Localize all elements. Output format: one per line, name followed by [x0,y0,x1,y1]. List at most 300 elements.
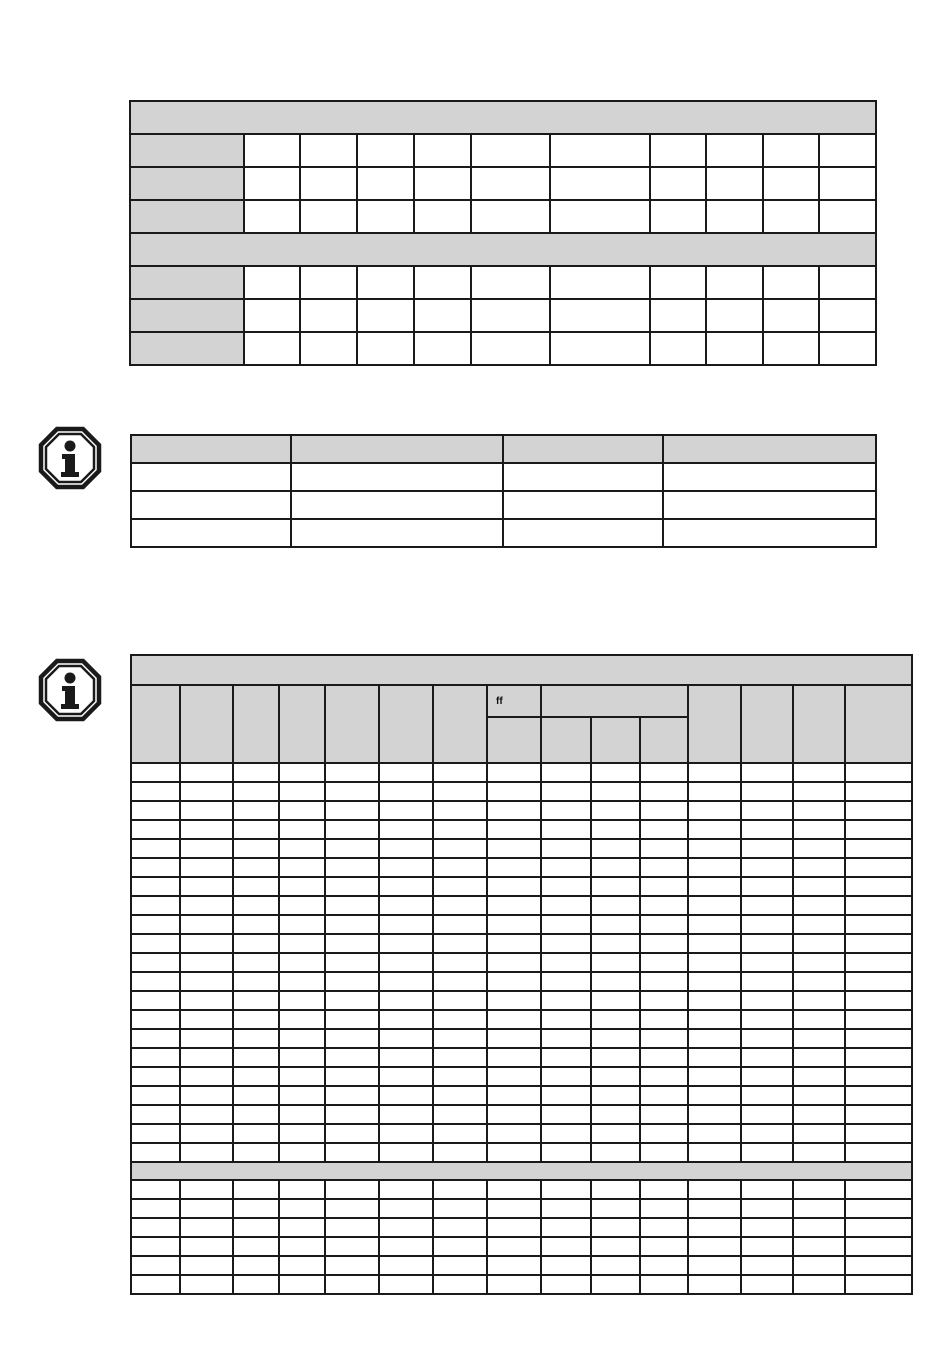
table-cell [741,896,793,915]
table-cell [541,915,591,934]
table-cell [845,1105,912,1124]
table-cell [541,1218,591,1237]
table-cell [640,1199,688,1218]
table-cell [131,1162,912,1180]
table-cell [471,200,550,233]
table-cell [233,1105,279,1124]
table-cell [741,1124,793,1143]
table-cell [325,782,379,801]
table-cell [325,1029,379,1048]
table-cell [541,839,591,858]
table-cell [541,1105,591,1124]
table-cell [433,877,487,896]
table-row [131,839,912,858]
table-cell [357,200,414,233]
table-cell [591,1105,640,1124]
table-cell [180,934,233,953]
table-cell [741,782,793,801]
table-cell [487,991,541,1010]
table-cell [793,1048,845,1067]
table-cell [845,896,912,915]
table-cell [180,1048,233,1067]
table-cell [541,801,591,820]
table-cell [130,167,244,200]
table-cell [325,1086,379,1105]
table-cell [845,1256,912,1275]
table-cell [741,1275,793,1294]
table-cell [131,1143,180,1162]
table-cell [845,1029,912,1048]
table-cell [180,953,233,972]
table-cell [279,972,325,991]
table-cell [300,134,357,167]
table-cell [131,1237,180,1256]
table-header-row [131,685,912,717]
table-cell [706,200,763,233]
table-cell [233,685,279,763]
table-cell [741,820,793,839]
table-cell [541,1180,591,1199]
table-cell [640,1029,688,1048]
table-cell [233,801,279,820]
table-cell [591,1067,640,1086]
table-cell [357,134,414,167]
table-cell [650,332,706,365]
table-cell [379,896,433,915]
table-cell [300,299,357,332]
table-cell [325,1105,379,1124]
table-cell [279,782,325,801]
table-cell [487,820,541,839]
table-cell [233,839,279,858]
table-row [131,1124,912,1143]
table-cell [433,1086,487,1105]
table-cell [640,1256,688,1275]
table-cell [741,991,793,1010]
table-cell [550,134,650,167]
table-cell [503,435,663,463]
table-cell [845,1124,912,1143]
table-cell [180,801,233,820]
table-cell [379,1086,433,1105]
table-cell [640,1143,688,1162]
table-cell [233,1143,279,1162]
table-cell [845,972,912,991]
table-cell [291,435,503,463]
table-cell [180,820,233,839]
table-cell [763,299,819,332]
table-cell [433,763,487,782]
table-cell [640,972,688,991]
table-cell [845,915,912,934]
table-cell [688,1180,741,1199]
table-cell [741,1010,793,1029]
table-cell [325,896,379,915]
table-cell [741,1067,793,1086]
table-row [130,299,876,332]
table-row [131,1143,912,1162]
table-cell [433,953,487,972]
table-cell [233,1218,279,1237]
table-cell [487,763,541,782]
table-cell [131,1275,180,1294]
table-cell [180,1086,233,1105]
table-cell [706,299,763,332]
table-cell [131,934,180,953]
table-cell [793,1218,845,1237]
table-cell [487,858,541,877]
table-cell [640,1010,688,1029]
table-cell [487,782,541,801]
table-cell [180,1143,233,1162]
table-cell [688,896,741,915]
table-row [131,1256,912,1275]
table-cell [793,896,845,915]
table-cell [550,266,650,299]
table-cell [233,858,279,877]
table-cell [131,915,180,934]
table-row [131,896,912,915]
table-cell [180,685,233,763]
table-cell [233,934,279,953]
table-cell [379,1105,433,1124]
table-row [131,953,912,972]
table-cell [357,266,414,299]
table-cell [741,1237,793,1256]
table-cell [131,491,291,519]
table-cell [741,972,793,991]
table-cell [591,1010,640,1029]
table-cell [650,299,706,332]
table-cell [233,1029,279,1048]
table-cell [131,877,180,896]
table-cell [131,1124,180,1143]
table-cell [591,839,640,858]
table-cell [279,1275,325,1294]
table-row [131,858,912,877]
table-cell [180,1218,233,1237]
table-cell [845,1143,912,1162]
table-cell [591,1124,640,1143]
table-cell [688,1029,741,1048]
table-cell [487,1143,541,1162]
table-cell [793,820,845,839]
table-cell [233,991,279,1010]
table-cell [325,1275,379,1294]
table-cell [591,782,640,801]
table-cell [180,896,233,915]
table-cell [180,1180,233,1199]
table-cell [244,167,300,200]
table-cell [180,839,233,858]
table-cell [244,200,300,233]
table-row [131,491,876,519]
table-cell [131,1199,180,1218]
table-cell [487,1256,541,1275]
table-cell [793,763,845,782]
table-cell [379,685,433,763]
table-cell [741,1199,793,1218]
table-cell [433,685,487,763]
table-cell [279,896,325,915]
table-cell [688,991,741,1010]
table-cell [325,934,379,953]
table-row [131,1218,912,1237]
table-cell [845,1218,912,1237]
table-cell [640,858,688,877]
table-cell [279,1010,325,1029]
table-cell [706,134,763,167]
table-cell [793,953,845,972]
table-cell [640,1237,688,1256]
table-cell [379,915,433,934]
table-cell [131,839,180,858]
table-cell [131,991,180,1010]
table-cell [279,1124,325,1143]
table-cell [845,1180,912,1199]
table-cell [650,167,706,200]
table-cell [471,299,550,332]
table-cell [379,934,433,953]
table-cell [233,896,279,915]
table-cell [325,763,379,782]
table-cell [640,820,688,839]
spec-table-1 [129,100,877,366]
table-cell [279,1218,325,1237]
table-cell [640,1067,688,1086]
table-section-header [131,1162,912,1180]
table-cell [279,991,325,1010]
table-cell [433,820,487,839]
table-cell [541,1256,591,1275]
table-cell [591,877,640,896]
table-cell [487,934,541,953]
table-cell [541,896,591,915]
table-cell [640,991,688,1010]
table-cell [688,1067,741,1086]
table-cell [487,896,541,915]
table-cell [487,877,541,896]
table-cell [640,915,688,934]
table-cell [688,1105,741,1124]
table-cell [741,801,793,820]
table-cell [180,1124,233,1143]
table-cell [433,1218,487,1237]
table-cell [487,1237,541,1256]
table-cell [541,782,591,801]
table-cell [471,332,550,365]
table-cell [325,820,379,839]
table-cell [845,782,912,801]
table-cell [487,1199,541,1218]
table-row [131,463,876,491]
table-cell [325,972,379,991]
table-cell [688,782,741,801]
table-cell [541,991,591,1010]
table-cell [433,858,487,877]
table-cell [279,820,325,839]
table-cell [819,200,876,233]
table-cell [640,953,688,972]
table-cell [325,1199,379,1218]
table-cell [793,782,845,801]
table-cell [379,877,433,896]
table-cell [131,953,180,972]
table-cell [180,1199,233,1218]
table-cell [541,858,591,877]
table-cell [233,1086,279,1105]
table-cell [325,801,379,820]
table-cell [379,1067,433,1086]
table-cell [487,717,541,763]
table-cell [131,1180,180,1199]
table-cell [325,1067,379,1086]
table-cell [414,332,471,365]
table-cell [279,1105,325,1124]
table-cell [591,896,640,915]
table-cell [741,1029,793,1048]
table-cell [487,1048,541,1067]
table-row [131,934,912,953]
table-cell [180,858,233,877]
table-cell [591,1143,640,1162]
table-cell [487,1105,541,1124]
table-cell [131,519,291,547]
table-cell [541,1199,591,1218]
table-cell [541,953,591,972]
table-cell [379,972,433,991]
table-cell [550,332,650,365]
table-cell [763,200,819,233]
table-cell [379,953,433,972]
table-cell [325,991,379,1010]
table-cell [763,332,819,365]
table-cell [640,839,688,858]
table-cell [379,782,433,801]
table-cell [131,1105,180,1124]
table-cell [487,1275,541,1294]
table-cell [131,1010,180,1029]
table-row [130,332,876,365]
table-cell [233,1256,279,1275]
table-cell [845,1086,912,1105]
table-cell [131,655,912,685]
table-cell [793,1010,845,1029]
table-cell [233,1010,279,1029]
table-cell [640,877,688,896]
table-header-cell: ff [487,685,541,717]
table-cell [279,685,325,763]
table-cell [591,1086,640,1105]
table-cell [845,877,912,896]
table-cell [845,1067,912,1086]
table-cell [433,991,487,1010]
table-cell [279,934,325,953]
table-cell [741,763,793,782]
table-cell [640,1218,688,1237]
table-cell [233,1067,279,1086]
table-cell [379,1218,433,1237]
table-cell [845,1048,912,1067]
table-cell [131,463,291,491]
table-cell [793,1105,845,1124]
table-cell [379,1275,433,1294]
table-body [131,1180,912,1294]
table-cell [233,1048,279,1067]
table-cell [591,1029,640,1048]
table-cell [845,801,912,820]
table-cell [688,839,741,858]
table-cell [130,200,244,233]
table-cell [640,1048,688,1067]
table-cell [131,820,180,839]
table-cell [130,299,244,332]
table-cell [541,763,591,782]
table-cell [591,763,640,782]
table-cell [688,1124,741,1143]
table-cell [688,1010,741,1029]
table-cell [180,782,233,801]
table-cell [433,1048,487,1067]
table-cell [325,858,379,877]
table-cell [131,435,291,463]
table-cell [503,463,663,491]
table-cell [379,991,433,1010]
table-cell [845,763,912,782]
table-cell [180,877,233,896]
table-cell [591,717,640,763]
table-cell [233,1124,279,1143]
table-cell [541,1086,591,1105]
table-cell [279,839,325,858]
table-cell [433,1105,487,1124]
table-cell [793,1199,845,1218]
table-cell [541,1237,591,1256]
table-cell [741,1218,793,1237]
table-cell [433,915,487,934]
table-row [131,1067,912,1086]
table-cell [433,1275,487,1294]
table-cell [591,858,640,877]
table-cell [379,763,433,782]
table-cell [433,782,487,801]
table-cell [688,1199,741,1218]
table-cell [793,991,845,1010]
table-cell [279,858,325,877]
table-cell [433,1199,487,1218]
table-cell [487,839,541,858]
table-cell [379,1256,433,1275]
table-cell [688,1275,741,1294]
table-cell [233,820,279,839]
table-cell [291,463,503,491]
table-cell [300,200,357,233]
table-cell [503,491,663,519]
table-cell [131,1086,180,1105]
table-cell [845,1199,912,1218]
table-row [131,915,912,934]
table-cell [433,1237,487,1256]
table-cell [541,1067,591,1086]
table-cell [279,1048,325,1067]
table-cell [591,953,640,972]
table-cell [591,915,640,934]
table-cell [300,332,357,365]
table-cell [541,717,591,763]
table-cell [180,972,233,991]
info-icon [38,426,102,490]
table-row [131,820,912,839]
